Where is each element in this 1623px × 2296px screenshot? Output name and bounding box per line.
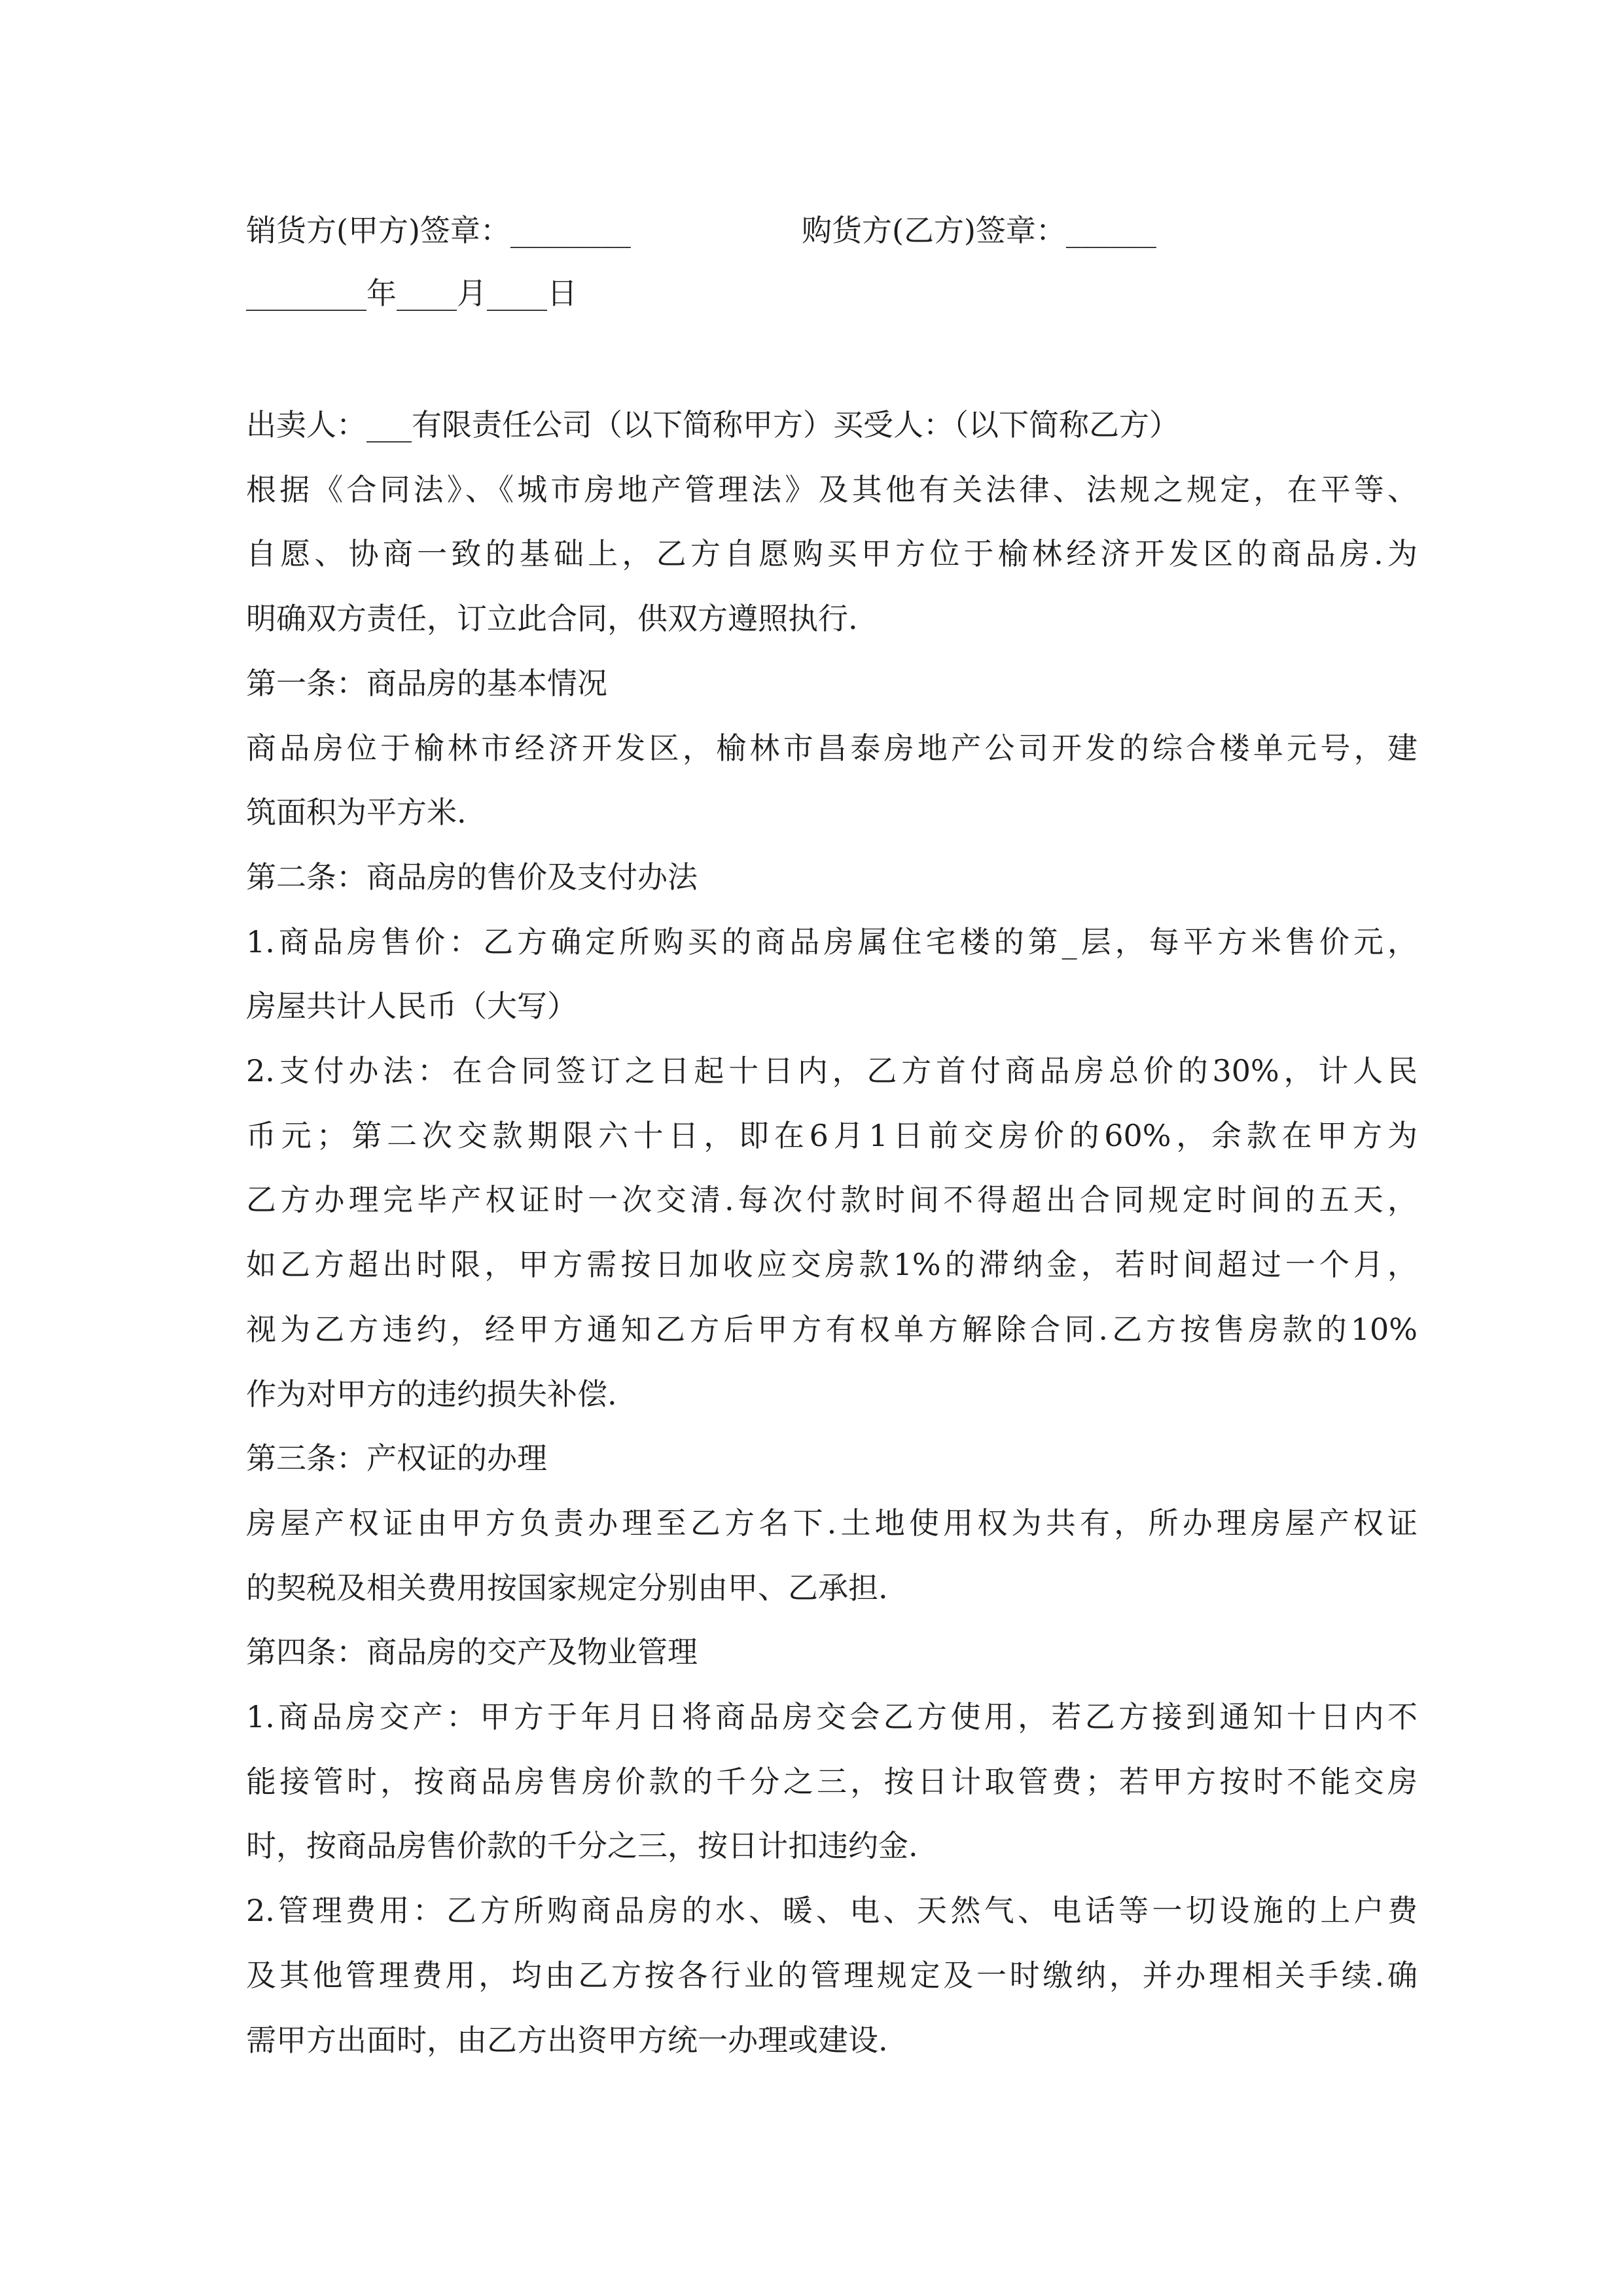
contract-line: 第二条：商品房的售价及支付办法 xyxy=(246,859,698,895)
contract-line: 筑面积为平方米. xyxy=(246,795,467,831)
contract-line: 房屋共计人民币（大写） xyxy=(246,988,577,1024)
contract-line: 作为对甲方的违约损失补偿. xyxy=(246,1376,617,1412)
contract-line: 视为乙方违约，经甲方通知乙方后甲方有权单方解除合同.乙方按售房款的10% xyxy=(246,1311,1418,1347)
seller-signature-label: 销货方(甲方)签章：________ xyxy=(246,213,631,248)
contract-line: 需甲方出面时，由乙方出资甲方统一办理或建设. xyxy=(246,2022,888,2058)
contract-line: 币元；第二次交款期限六十日，即在6月1日前交房价的60%，余款在甲方为 xyxy=(246,1117,1418,1153)
contract-line: 第三条：产权证的办理 xyxy=(246,1441,547,1477)
date-line: ________年____月____日 xyxy=(246,276,577,311)
contract-line: 商品房位于榆林市经济开发区，榆林市昌泰房地产公司开发的综合楼单元号，建 xyxy=(246,730,1418,766)
contract-line: 第四条：商品房的交产及物业管理 xyxy=(246,1634,698,1670)
contract-line: 乙方办理完毕产权证时一次交清.每次付款时间不得超出合同规定时间的五天， xyxy=(246,1182,1418,1218)
buyer-signature-label: 购货方(乙方)签章：______ xyxy=(802,213,1156,248)
contract-line: 如乙方超出时限，甲方需按日加收应交房款1%的滞纳金，若时间超过一个月， xyxy=(246,1247,1418,1283)
contract-line: 出卖人：___有限责任公司（以下简称甲方）买受人：（以下简称乙方） xyxy=(246,407,1179,442)
contract-line: 1.商品房售价：乙方确定所购买的商品房属住宅楼的第_层，每平方米售价元， xyxy=(246,924,1418,960)
contract-line: 1.商品房交产：甲方于年月日将商品房交会乙方使用，若乙方接到通知十日内不 xyxy=(246,1699,1418,1735)
contract-line: 时，按商品房售价款的千分之三，按日计扣违约金. xyxy=(246,1828,918,1864)
contract-line: 房屋产权证由甲方负责办理至乙方名下.土地使用权为共有，所办理房屋产权证 xyxy=(246,1505,1418,1541)
contract-line: 及其他管理费用，均由乙方按各行业的管理规定及一时缴纳，并办理相关手续.确 xyxy=(246,1957,1418,1993)
contract-line: 2.支付办法：在合同签订之日起十日内，乙方首付商品房总价的30%，计人民 xyxy=(246,1053,1418,1089)
contract-line: 第一条：商品房的基本情况 xyxy=(246,665,607,701)
contract-line: 根据《合同法》、《城市房地产管理法》及其他有关法律、法规之规定，在平等、 xyxy=(246,471,1418,507)
contract-line: 自愿、协商一致的基础上，乙方自愿购买甲方位于榆林经济开发区的商品房.为 xyxy=(246,536,1418,572)
signature-line xyxy=(246,204,1424,257)
contract-body xyxy=(246,393,1418,2072)
contract-line: 2.管理费用：乙方所购商品房的水、暖、电、天然气、电话等一切设施的上户费 xyxy=(246,1893,1418,1929)
contract-line: 的契税及相关费用按国家规定分别由甲、乙承担. xyxy=(246,1570,888,1605)
contract-line: 明确双方责任，订立此合同，供双方遵照执行. xyxy=(246,601,858,637)
contract-line: 能接管时，按商品房售房价款的千分之三，按日计取管费；若甲方按时不能交房 xyxy=(246,1763,1418,1799)
